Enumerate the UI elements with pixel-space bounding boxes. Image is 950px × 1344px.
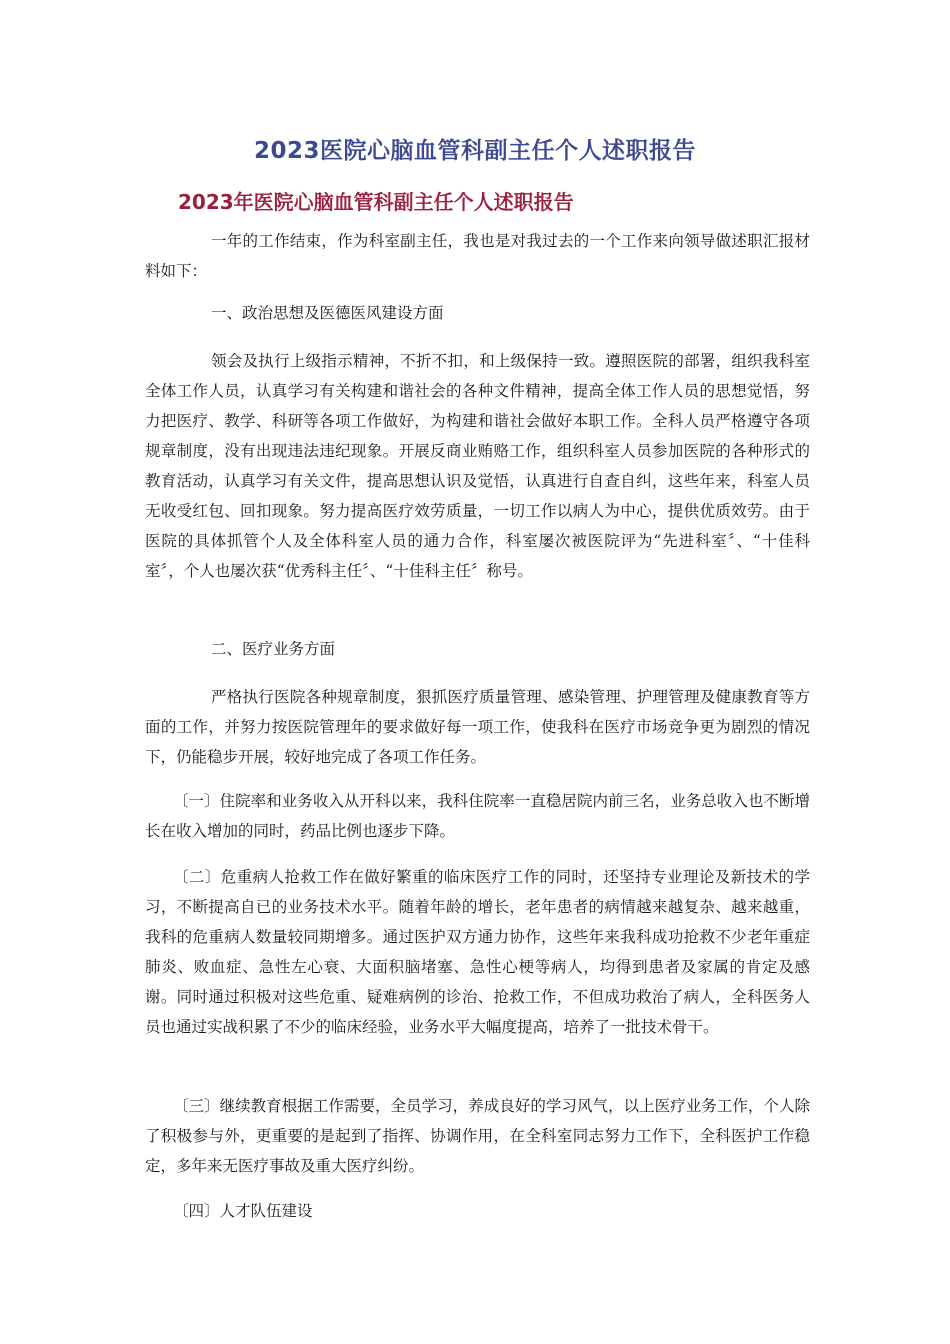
section-heading-2: 二、医疗业务方面 [211, 640, 336, 658]
section-2-paragraph: 严格执行医院各种规章制度，狠抓医疗质量管理、感染管理、护理管理及健康教育等方面的工作，并努力按医院管理年的要求做好每一项工作，使我科在医疗市场竞争更为剧烈的情况下，仍能稳步开展，较好地完成了各项工作任务。 [145, 688, 810, 766]
subsection-2-paragraph: 〔二〕危重病人抢救工作在做好繁重的临床医疗工作的同时，还坚持专业理论及新技术的学习，不断提高自已的业务技术水平。随着年龄的增长，老年患者的病情越来越复杂、越来越重，我科的危重病人数量较同期增多。通过医护双方通力协作，这些年来我科成功抢救不少老年重症肺炎、败血症、急性左心衰、大面积脑堵塞、急性心梗等病人，均得到患者及家属的肯定及感谢。同时通过积极对这些危重、疑难病例的诊治、抢救工作，不但成功救治了病人，全科医务人员也通过实战积累了不少的临床经验，业务水平大幅度提高，培养了一批技术骨干。 [145, 868, 810, 1036]
section-1-paragraph: 领会及执行上级指示精神，不折不扣，和上级保持一致。遵照医院的部署，组织我科室全体工作人员，认真学习有关构建和谐社会的各种文件精神，提高全体工作人员的思想觉悟，努力把医疗、教学、科研等各项工作做好，为构建和谐社会做好本职工作。全科人员严格遵守各项规章制度，没有出现违法违纪现象。开展反商业贿赂工作，组织科室人员参加医院的各种形式的教育活动，认真学习有关文件，提高思想认识及觉悟，认真进行自查自纠，这些年来，科室人员无收受红包、回扣现象。努力提高医疗效劳质量，一切工作以病人为中心，提供优质效劳。由于医院的具体抓管个人及全体科室人员的通力合作，科室屡次被医院评为“先进科室〞、“十佳科室〞，个人也屡次获“优秀科主任〞、“十佳科主任〞称号。 [145, 352, 810, 580]
subsection-3-paragraph: 〔三〕继续教育根据工作需要，全员学习，养成良好的学习风气，以上医疗业务工作，个人除了积极参与外，更重要的是起到了指挥、协调作用，在全科室同志努力工作下，全科医护工作稳定，多年来无医疗事故及重大医疗纠纷。 [145, 1097, 810, 1175]
subsection-1-paragraph: 〔一〕住院率和业务收入从开科以来，我科住院率一直稳居院内前三名，业务总收入也不断增长在收入增加的同时，药品比例也逐步下降。 [145, 792, 810, 840]
document-title: 2023医院心脑血管科副主任个人述职报告 [253, 138, 696, 164]
subsection-4-heading: 〔四〕人才队伍建设 [173, 1202, 313, 1220]
intro-paragraph: 一年的工作结束，作为科室副主任，我也是对我过去的一个工作来向领导做述职汇报材料如下： [145, 232, 810, 280]
document-subtitle: 2023年医院心脑血管科副主任个人述职报告 [178, 190, 574, 214]
section-heading-1: 一、政治思想及医德医风建设方面 [211, 304, 444, 322]
